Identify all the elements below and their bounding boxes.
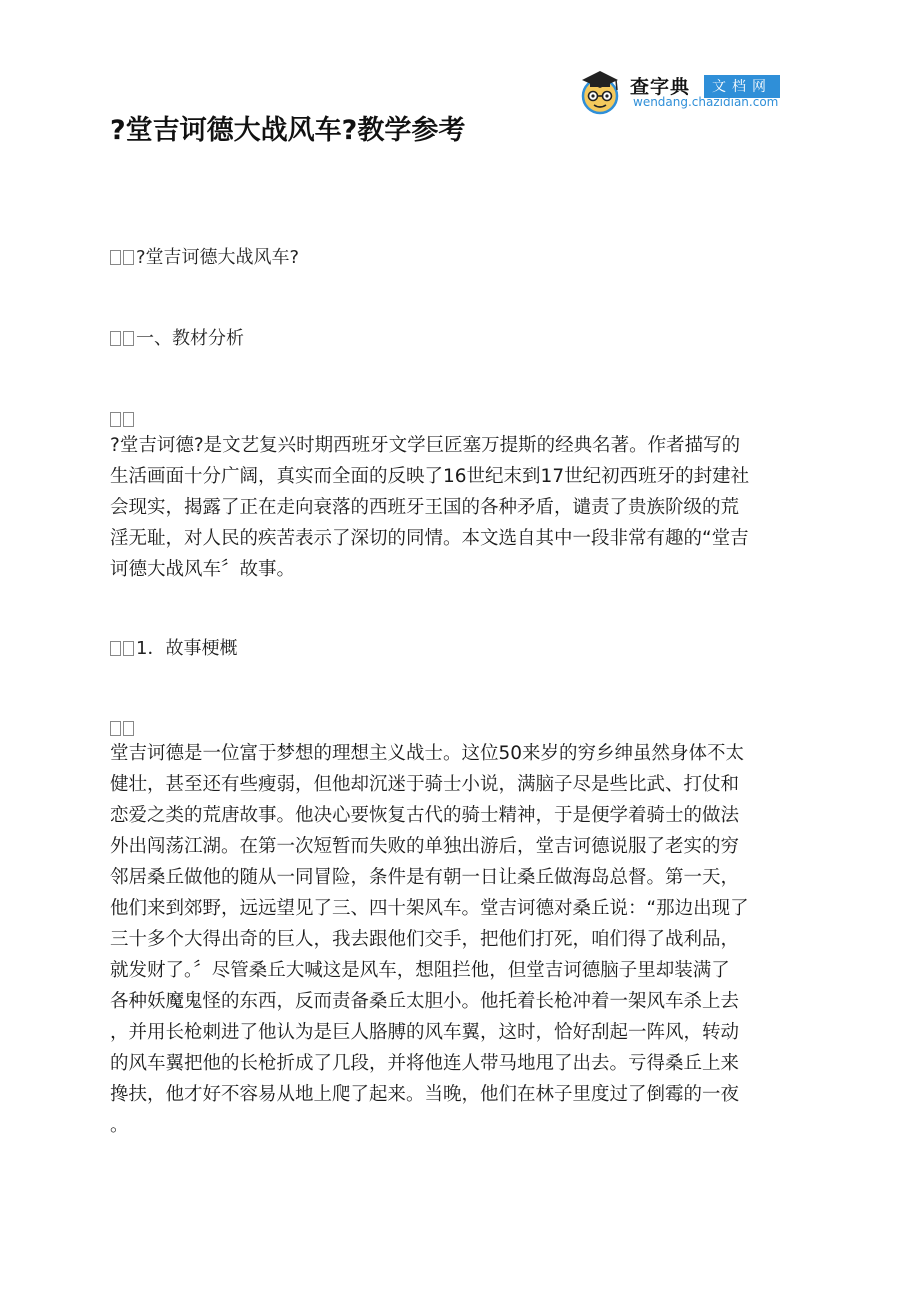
logo-url: wendang.chazidian.com (633, 95, 779, 109)
missing-glyph-box-icon (110, 250, 121, 265)
paragraph-line: ，并用长枪刺进了他认为是巨人胳膊的风车翼，这时，恰好刮起一阵风，转动 (110, 1022, 740, 1043)
site-logo[interactable] (576, 66, 806, 116)
paragraph-analysis (110, 430, 800, 585)
section-heading (110, 324, 244, 350)
paragraph-synopsis (110, 738, 800, 1141)
paragraph-line: 恋爱之类的荒唐故事。他决心要恢复古代的骑士精神，于是便学着骑士的做法 (110, 805, 740, 826)
missing-glyph-box-icon (123, 412, 134, 427)
logo-tag: 文档网 (704, 75, 780, 98)
heading-text: 一、教材分析 (136, 328, 244, 349)
paragraph-line: 健壮，甚至还有些瘦弱，但他却沉迷于骑士小说，满脑子尽是些比武、打仗和 (110, 774, 740, 795)
paragraph-line: 会现实，揭露了正在走向衰落的西班牙王国的各种矛盾，谴责了贵族阶级的荒 (110, 497, 740, 518)
missing-glyph-box-icon (123, 641, 134, 656)
graduate-cap-mascot-icon (576, 68, 624, 116)
heading-text: 1．故事梗概 (136, 638, 238, 659)
document-title: ?堂吉诃德大战风车?教学参考 (110, 115, 466, 146)
section-heading (110, 243, 299, 269)
missing-glyph-box-icon (110, 331, 121, 346)
section-heading (110, 634, 237, 660)
missing-glyph-box-icon (110, 721, 121, 736)
paragraph-marker (110, 410, 136, 428)
paragraph-line: 生活画面十分广阔，真实而全面的反映了16世纪末到17世纪初西班牙的封建社 (110, 466, 750, 487)
paragraph-line: 外出闯荡江湖。在第一次短暂而失败的单独出游后，堂吉诃德说服了老实的穷 (110, 836, 740, 857)
missing-glyph-box-icon (110, 641, 121, 656)
paragraph-line: 的风车翼把他的长枪折成了几段，并将他连人带马地甩了出去。亏得桑丘上来 (110, 1053, 740, 1074)
paragraph-line: ?堂吉诃德?是文艺复兴时期西班牙文学巨匠塞万提斯的经典名著。作者描写的 (110, 435, 741, 456)
paragraph-line: 搀扶，他才好不容易从地上爬了起来。当晚，他们在林子里度过了倒霉的一夜 (110, 1084, 740, 1105)
paragraph-line: 淫无耻，对人民的疾苦表示了深切的同情。本文选自其中一段非常有趣的“堂吉 (110, 528, 749, 549)
paragraph-line: 各种妖魔鬼怪的东西，反而责备桑丘太胆小。他托着长枪冲着一架风车杀上去 (110, 991, 740, 1012)
paragraph-line: 他们来到郊野，远远望见了三、四十架风车。堂吉诃德对桑丘说：“那边出现了 (110, 898, 749, 919)
paragraph-line: 诃德大战风车〞故事。 (110, 559, 296, 580)
paragraph-line: 三十多个大得出奇的巨人，我去跟他们交手，把他们打死，咱们得了战利品， (110, 929, 740, 950)
paragraph-line: 邻居桑丘做他的随从一同冒险，条件是有朝一日让桑丘做海岛总督。第一天， (110, 867, 740, 888)
logo-brand: 查字典 (630, 76, 691, 98)
heading-text: ?堂吉诃德大战风车? (136, 247, 300, 268)
missing-glyph-box-icon (123, 331, 134, 346)
missing-glyph-box-icon (123, 250, 134, 265)
paragraph-line: 堂吉诃德是一位富于梦想的理想主义战士。这位50来岁的穷乡绅虽然身体不太 (110, 743, 745, 764)
missing-glyph-box-icon (123, 721, 134, 736)
paragraph-line: 。 (110, 1115, 129, 1136)
paragraph-line: 就发财了。〞尽管桑丘大喊这是风车，想阻拦他，但堂吉诃德脑子里却装满了 (110, 960, 730, 981)
missing-glyph-box-icon (110, 412, 121, 427)
paragraph-marker (110, 719, 136, 737)
